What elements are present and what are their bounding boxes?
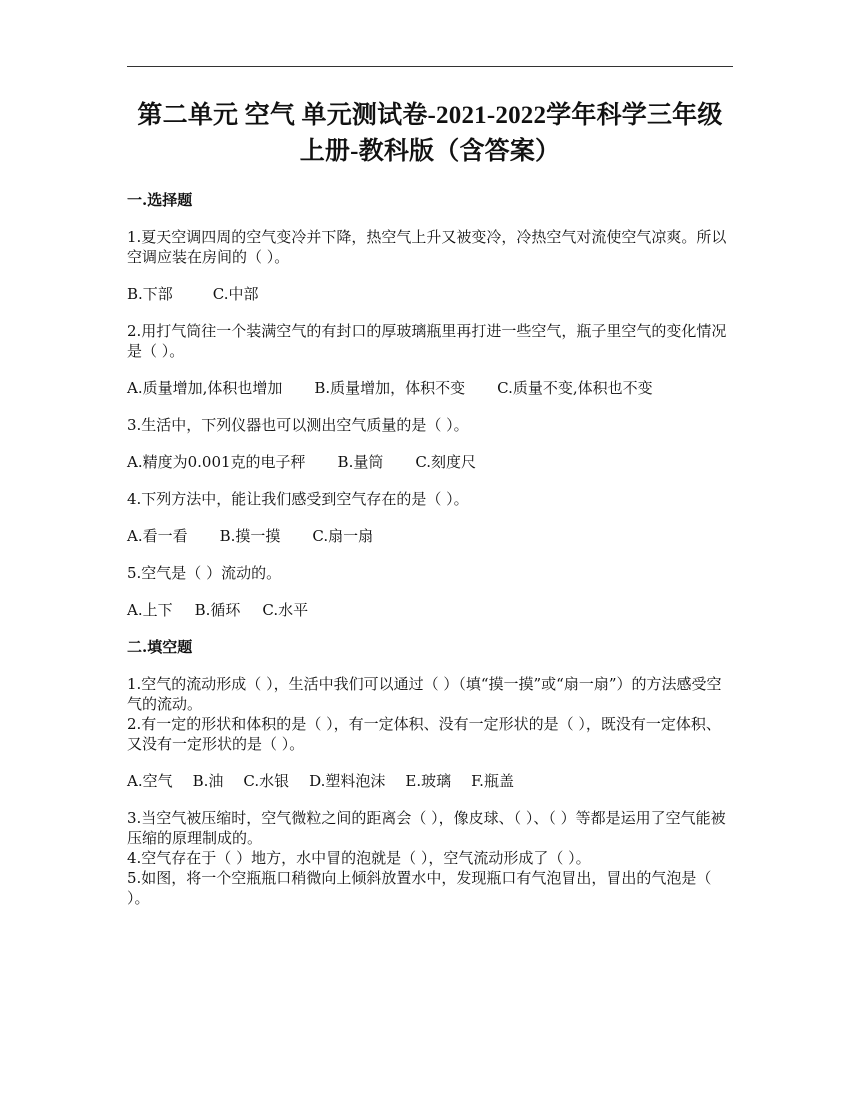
question-2-2-options	[127, 771, 733, 791]
question-2-3: 3.当空气被压缩时，空气微粒之间的距离会（ ），像皮球、（ ）、（ ）等都是运用了空气能被压缩的原理制成的。	[127, 809, 726, 847]
question-1-1: 1.夏天空调四周的空气变冷并下降，热空气上升又被变冷，冷热空气对流使空气凉爽。所以空调应装在房间的（ ）。	[127, 228, 727, 266]
option: C.水银	[243, 772, 290, 790]
question-1-4: 4.下列方法中，能让我们感受到空气存在的是（ ）。	[127, 490, 469, 508]
question-2-2: 2.有一定的形状和体积的是（ ），有一定体积、没有一定形状的是（ ），既没有一定体积、又没有一定形状的是（ ）。	[127, 715, 721, 753]
question-1-1-options	[127, 284, 733, 304]
question-2-4: 4.空气存在于（ ）地方，水中冒的泡就是（ ），空气流动形成了（ ）。	[127, 849, 591, 867]
question-1-2-options	[127, 378, 733, 398]
option: B.质量增加，体积不变	[314, 379, 466, 397]
document-body	[127, 190, 733, 908]
option: C.刻度尺	[415, 453, 477, 471]
option: B.量筒	[337, 453, 384, 471]
document-title: 第二单元 空气 单元测试卷-2021-2022学年科学三年级上册-教科版（含答案）	[137, 102, 723, 165]
option: A.看一看	[127, 527, 188, 545]
option: E.玻璃	[405, 772, 452, 790]
question-2-1: 1.空气的流动形成（ ），生活中我们可以通过（ ）（填“摸一摸”或“扇一扇”）的方法感受空气的流动。	[127, 675, 722, 713]
option: A.质量增加,体积也增加	[127, 379, 283, 397]
option: D.塑料泡沫	[309, 772, 386, 790]
section-heading-choice: 一.选择题	[127, 191, 193, 209]
option: F.瓶盖	[471, 772, 514, 790]
question-2-5: 5.如图，将一个空瓶瓶口稍微向上倾斜放置水中，发现瓶口有气泡冒出，冒出的气泡是（ ）。	[127, 869, 712, 907]
option: C.水平	[262, 601, 309, 619]
header-rule	[127, 66, 733, 67]
option: C.扇一扇	[312, 527, 374, 545]
question-1-4-options	[127, 526, 733, 546]
question-1-3: 3.生活中，下列仪器也可以测出空气质量的是（ ）。	[127, 416, 469, 434]
option: A.上下	[127, 601, 173, 619]
question-1-2: 2.用打气筒往一个装满空气的有封口的厚玻璃瓶里再打进一些空气，瓶子里空气的变化情况是（ ）。	[127, 322, 727, 360]
question-1-5: 5.空气是（ ）流动的。	[127, 564, 282, 582]
option: B.循环	[194, 601, 241, 619]
option: A.精度为0.001克的电子秤	[127, 453, 306, 471]
option: B.下部	[127, 285, 173, 303]
option: C.质量不变,体积也不变	[497, 379, 653, 397]
option: A.空气	[127, 772, 173, 790]
option: B.油	[192, 772, 224, 790]
question-1-3-options	[127, 452, 733, 472]
question-1-5-options	[127, 600, 733, 620]
option: C.中部	[212, 285, 259, 303]
section-heading-fill: 二.填空题	[127, 638, 193, 656]
option: B.摸一摸	[219, 527, 281, 545]
